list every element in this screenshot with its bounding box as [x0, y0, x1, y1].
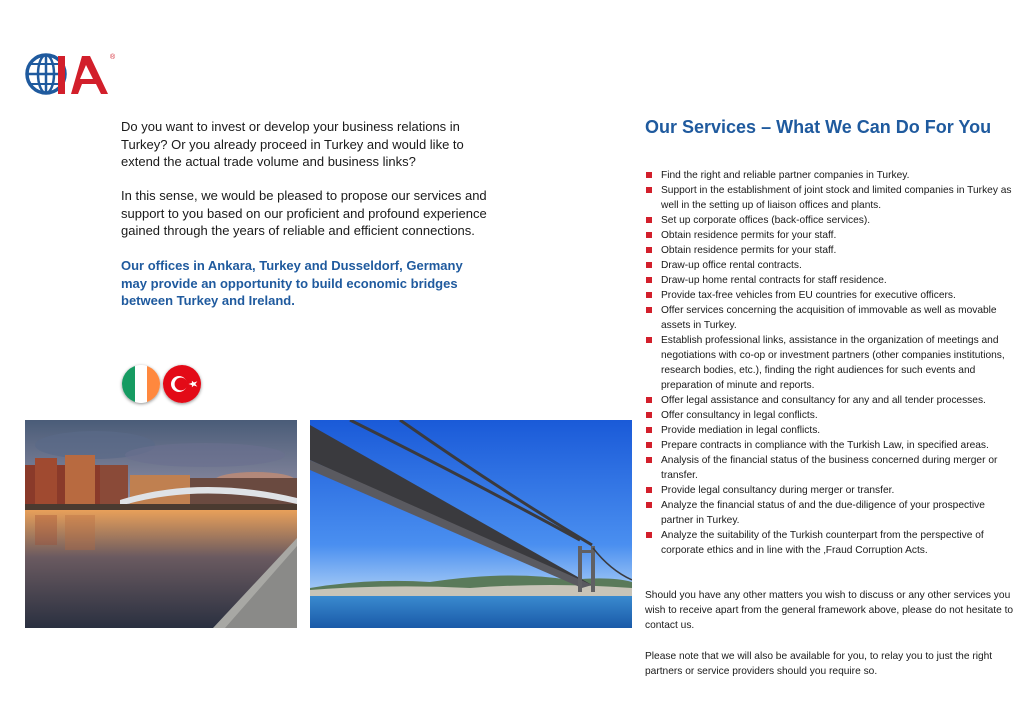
list-item: Offer services concerning the acquisition of immovable as well as movable assets in Turkey. — [645, 303, 1017, 333]
list-item: Analyze the suitability of the Turkish counterpart from the perspective of corporate ethics and in line with the ‚Fraud Corruption Acts. — [645, 528, 1017, 558]
list-item: Draw-up office rental contracts. — [645, 258, 1017, 273]
list-item: Analyze the financial status of and the due-diligence of your prospective partner in Turkey. — [645, 498, 1017, 528]
list-item: Prepare contracts in compliance with the Turkish Law, in specified areas. — [645, 438, 1017, 453]
list-item: Provide tax-free vehicles from EU countries for executive officers. — [645, 288, 1017, 303]
turkey-flag-icon — [163, 365, 201, 403]
company-logo — [24, 50, 120, 100]
list-item: Provide mediation in legal conflicts. — [645, 423, 1017, 438]
intro-paragraph-2: In this sense, we would be pleased to propose our services and support to you based on our proficient and profound experience gained through the years of reliable and efficient connections. — [121, 188, 487, 238]
dublin-riverside-photo — [25, 420, 297, 628]
list-item: Provide legal consultancy during merger or transfer. — [645, 483, 1017, 498]
list-item: Draw-up home rental contracts for staff residence. — [645, 273, 1017, 288]
list-item: Establish professional links, assistance in the organization of meetings and negotiations with co-op or investment partners (other companies institutions, research bodies, etc.), finding the right audiences for such events and preparation of minute and reports. — [645, 333, 1017, 393]
services-heading: Our Services – What We Can Do For You — [645, 117, 992, 137]
list-item: Find the right and reliable partner companies in Turkey. — [645, 168, 1017, 183]
registered-mark: ® — [110, 54, 116, 61]
list-item: Offer consultancy in legal conflicts. — [645, 408, 1017, 423]
closing-paragraph-1: Should you have any other matters you wish to discuss or any other services you wish to receive apart from the general framework above, please do not hesitate to contact us. — [645, 590, 1014, 631]
list-item: Analysis of the financial status of the business concerned during merger or transfer. — [645, 453, 1017, 483]
list-item: Support in the establishment of joint stock and limited companies in Turkey as well in the setting up of liaison offices and plants. — [645, 183, 1017, 213]
list-item: Set up corporate offices (back-office services). — [645, 213, 1017, 228]
list-item: Obtain residence permits for your staff. — [645, 243, 1017, 258]
intro-paragraph-1: Do you want to invest or develop your business relations in Turkey? Or you already proceed in Turkey and would like to extend the actual trade volume and business links? — [121, 119, 464, 169]
closing-paragraph-2: Please note that we will also be available for you, to relay you to just the right partners or service providers should you require so. — [645, 651, 993, 677]
list-item: Obtain residence permits for your staff. — [645, 228, 1017, 243]
ireland-flag-icon — [122, 365, 160, 403]
bosphorus-bridge-photo — [310, 420, 632, 628]
list-item: Offer legal assistance and consultancy for any and all tender processes. — [645, 393, 1017, 408]
services-list — [645, 168, 1017, 558]
intro-highlight: Our offices in Ankara, Turkey and Dusseldorf, Germany may provide an opportunity to build economic bridges between Turkey and Ireland. — [121, 258, 463, 308]
